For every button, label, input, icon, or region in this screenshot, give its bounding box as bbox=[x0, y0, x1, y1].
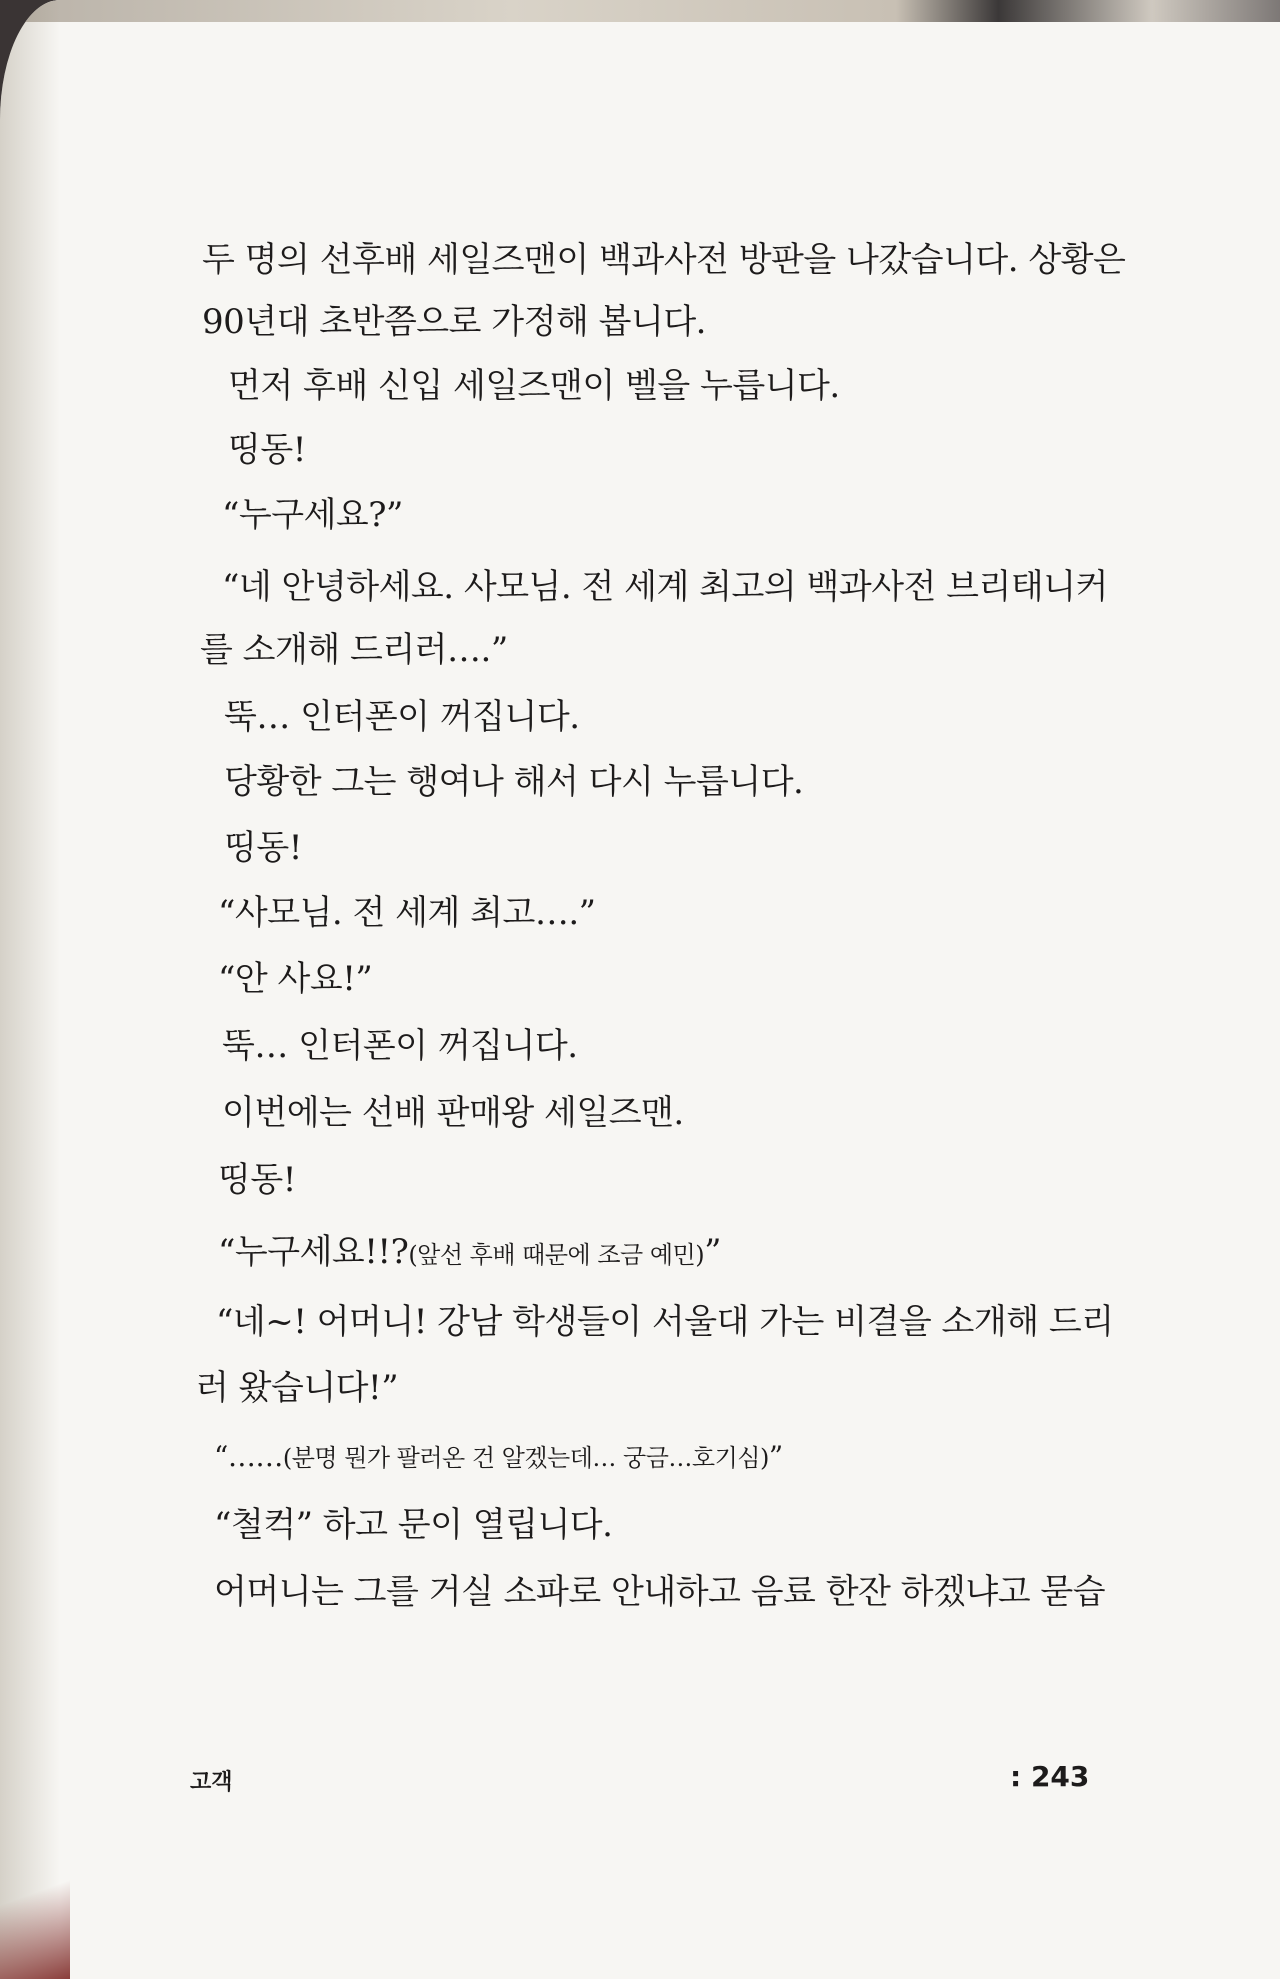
text-line: 띵동! bbox=[218, 1160, 296, 1200]
closing-quote: ” bbox=[768, 1440, 783, 1473]
text-line: “철컥” 하고 문이 열립니다. bbox=[214, 1505, 613, 1545]
text-line: 이번에는 선배 판매왕 세일즈맨. bbox=[222, 1093, 684, 1133]
running-footer-label: 고객 bbox=[190, 1770, 233, 1795]
text-line: “안 사요!” bbox=[218, 959, 373, 999]
text-line: “사모님. 전 세계 최고….” bbox=[218, 893, 596, 933]
stage-note: (분명 뭔가 팔러온 건 알겠는데… 궁금…호기심) bbox=[282, 1444, 769, 1472]
text-line: 러 왔습니다!” bbox=[196, 1368, 399, 1408]
page-gutter-shadow bbox=[0, 0, 60, 1979]
text-line: “네~! 어머니! 강남 학생들이 서울대 가는 비결을 소개해 드리 bbox=[216, 1302, 1114, 1342]
text-line: 먼저 후배 신입 세일즈맨이 벨을 누릅니다. bbox=[228, 366, 840, 406]
text-line: 띵동! bbox=[224, 828, 302, 868]
text-line: 두 명의 선후배 세일즈맨이 백과사전 방판을 나갔습니다. 상황은 bbox=[202, 240, 1126, 280]
text-line: 뚝… 인터폰이 꺼집니다. bbox=[222, 1026, 578, 1066]
dialogue-text: “…… bbox=[214, 1440, 283, 1473]
text-line: 어머니는 그를 거실 소파로 안내하고 음료 한잔 하겠냐고 묻습 bbox=[214, 1572, 1106, 1612]
text-line: 뚝… 인터폰이 꺼집니다. bbox=[224, 697, 580, 737]
text-line bbox=[218, 1232, 721, 1275]
page-top-edge bbox=[0, 0, 1280, 22]
closing-quote: ” bbox=[704, 1232, 721, 1272]
text-line: “누구세요?” bbox=[222, 495, 403, 535]
text-line: 를 소개해 드리러….” bbox=[200, 630, 508, 670]
text-line: “네 안녕하세요. 사모님. 전 세계 최고의 백과사전 브리태니커 bbox=[222, 567, 1108, 607]
text-line: 90년대 초반쯤으로 가정해 봅니다. bbox=[202, 302, 706, 342]
text-line bbox=[214, 1435, 783, 1478]
page-corner-shadow bbox=[0, 1839, 70, 1979]
stage-note: (앞선 후배 때문에 조금 예민) bbox=[408, 1241, 705, 1269]
dialogue-text: “누구세요!!? bbox=[218, 1232, 409, 1272]
page-number: : 243 bbox=[1010, 1760, 1090, 1793]
text-line: 띵동! bbox=[228, 430, 306, 470]
text-line: 당황한 그는 행여나 해서 다시 누릅니다. bbox=[224, 762, 804, 802]
